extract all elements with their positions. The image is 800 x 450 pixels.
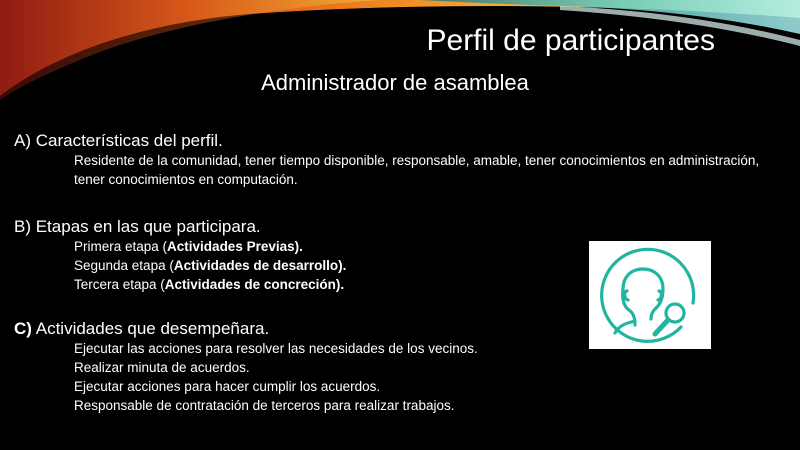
stage-activity: Actividades Previas). [167, 239, 303, 254]
stage-label: Tercera etapa ( [74, 277, 165, 292]
stage-activity: Actividades de desarrollo). [173, 258, 347, 273]
stage-label: Primera etapa ( [74, 239, 168, 254]
list-item: Ejecutar acciones para hacer cumplir los acuerdos. [74, 379, 381, 394]
slide-title: Perfil de participantes [426, 24, 715, 57]
section-profile-characteristics [14, 130, 784, 189]
user-search-icon-box [589, 241, 711, 349]
section-c-body [74, 339, 784, 415]
section-c-title: Actividades que desempeñara. [31, 319, 270, 338]
list-item: Responsable de contratación de terceros para realizar trabajos. [74, 398, 455, 413]
slide-subtitle: Administrador de asamblea [261, 70, 529, 95]
stage-label: Segunda etapa ( [74, 258, 174, 273]
section-a-body [74, 151, 784, 189]
list-item: Ejecutar las acciones para resolver las necesidades de los vecinos. [74, 341, 478, 356]
section-a-heading: A) Características del perfil. [14, 131, 223, 150]
section-a-text: Residente de la comunidad, tener tiempo disponible, responsable, amable, tener conocimientos en administración, tener conocimientos en computación. [74, 153, 760, 187]
section-c-letter: C) [14, 319, 32, 338]
user-search-icon [589, 241, 711, 349]
section-b-heading: B) Etapas en las que participara. [14, 217, 261, 236]
stage-activity: Actividades de concreción). [164, 277, 345, 292]
list-item: Realizar minuta de acuerdos. [74, 360, 250, 375]
